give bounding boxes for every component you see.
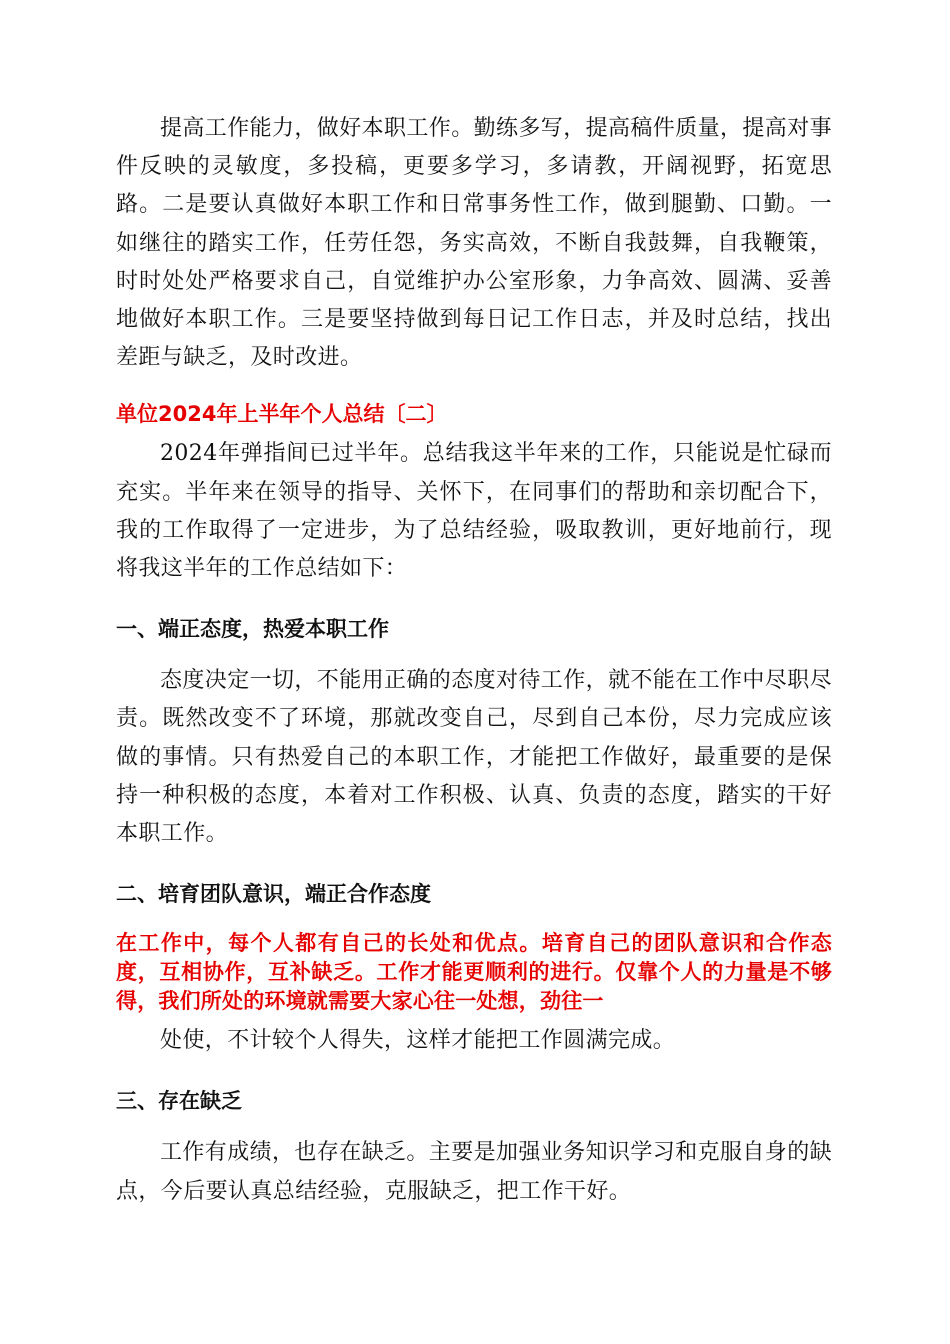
opening-paragraph: 2024年弹指间已过半年。总结我这半年来的工作，只能说是忙碌而充实。半年来在领导的指导、关怀下，在同事们的帮助和亲切配合下，我的工作取得了一定进步，为了总结经验，吸取教训，更好地前行，现将我这半年的工作总结如下： xyxy=(116,441,832,582)
intro-paragraph: 提高工作能力，做好本职工作。勤练多写，提高稿件质量，提高对事件反映的灵敏度，多投稿，更要多学习，多请教，开阔视野，拓宽思路。二是要认真做好本职工作和日常事务性工作，做到腿勤、口勤。一如继往的踏实工作，任劳任怨，务实高效，不断自我鼓舞，自我鞭策，时时处处严格要求自己，自觉维护办公室形象，力争高效、圆满、妥善地做好本职工作。三是要坚持做到每日记工作日志，并及时总结，找出差距与缺乏，及时改进。 xyxy=(116,116,833,371)
paragraph-shortcomings: 工作有成绩，也存在缺乏。主要是加强业务知识学习和克服自身的缺点，今后要认真总结经验，克服缺乏，把工作干好。 xyxy=(116,1140,833,1204)
highlight-paragraph: 在工作中，每个人都有自己的长处和优点。培育自己的团队意识和合作态度，互相协作，互补缺乏。工作才能更顺利的进行。仅靠个人的力量是不够得，我们所处的环境就需要大家心往一处想，劲往一 xyxy=(116,931,832,1014)
paragraph-attitude: 态度决定一切，不能用正确的态度对待工作，就不能在工作中尽职尽责。既然改变不了环境，那就改变自己，尽到自己本份，尽力完成应该做的事情。只有热爱自己的本职工作，才能把工作做好，最重要的是保持一种积极的态度，本着对工作积极、认真、负责的态度，踏实的干好本职工作。 xyxy=(116,668,833,847)
paragraph-teamwork: 处使，不计较个人得失，这样才能把工作圆满完成。 xyxy=(160,1028,676,1054)
section-title: 单位2024年上半年个人总结〔二〕 xyxy=(116,402,448,427)
heading-teamwork: 二、培育团队意识，端正合作态度 xyxy=(116,882,431,907)
document-page xyxy=(116,110,832,1211)
heading-attitude: 一、端正态度，热爱本职工作 xyxy=(116,617,389,642)
heading-shortcomings: 三、存在缺乏 xyxy=(116,1089,242,1114)
